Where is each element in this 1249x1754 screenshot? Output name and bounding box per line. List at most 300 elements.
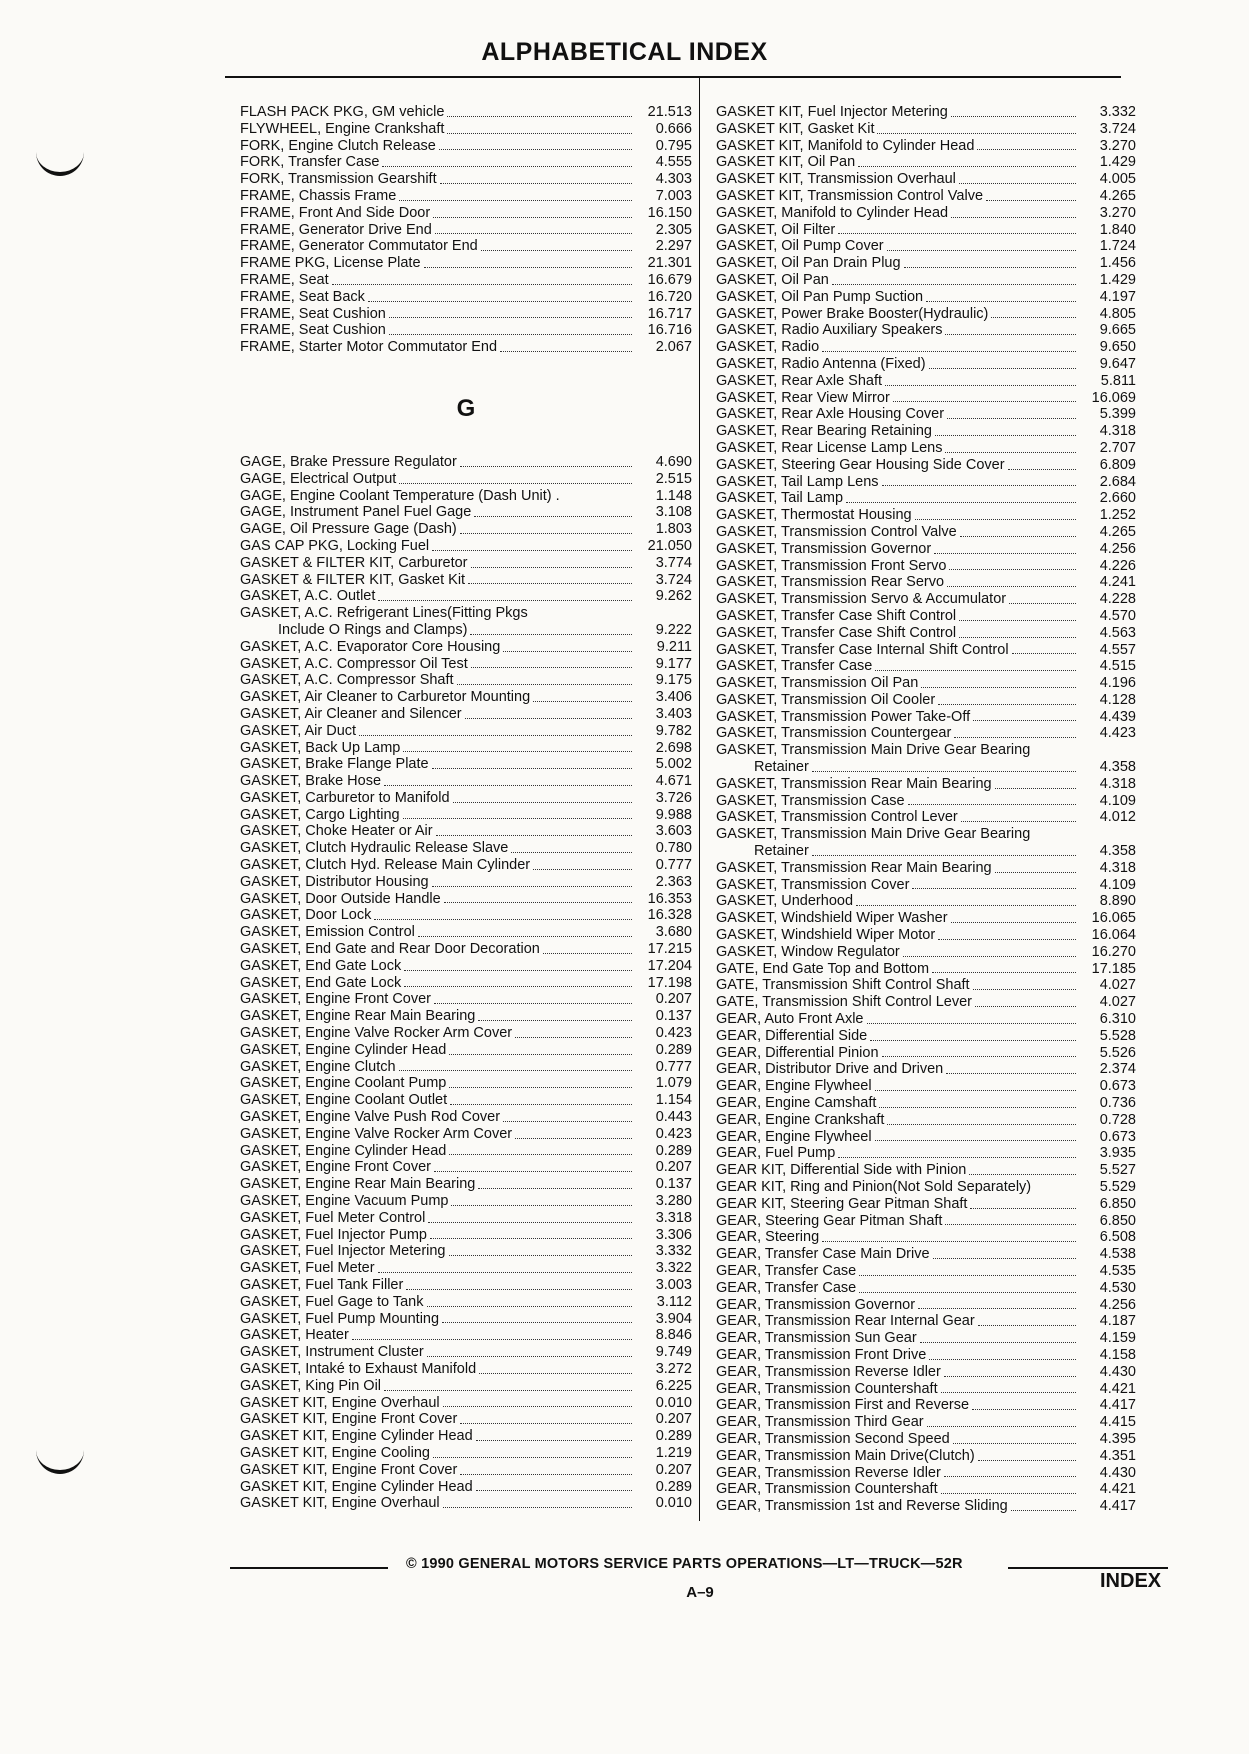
dot-leader	[927, 1425, 1076, 1427]
entry-reference: 3.406	[655, 689, 692, 706]
entry-reference: 4.671	[655, 773, 692, 790]
entry-reference: 0.207	[655, 1159, 692, 1176]
entry-name: GEAR, Transfer Case Main Drive	[716, 1246, 930, 1263]
dot-leader	[428, 1221, 632, 1223]
dot-leader	[951, 115, 1076, 117]
index-entry	[716, 927, 1136, 944]
index-entry	[716, 1431, 1136, 1448]
index-entry	[716, 373, 1136, 390]
dot-leader	[947, 585, 1076, 587]
entry-reference: 4.351	[1099, 1447, 1136, 1464]
entry-reference: 5.527	[1099, 1162, 1136, 1179]
entry-name: FRAME, Seat Cushion	[240, 305, 386, 322]
dot-leader	[427, 1305, 633, 1307]
dot-leader	[451, 1204, 632, 1206]
index-entry	[716, 306, 1136, 323]
entry-name: GASKET, End Gate Lock	[240, 957, 402, 974]
dot-leader	[432, 549, 632, 551]
entry-name: GASKET, Oil Filter	[716, 221, 836, 238]
dot-leader	[887, 1123, 1076, 1125]
dot-leader	[912, 887, 1076, 889]
entry-reference: 16.270	[1091, 943, 1136, 960]
dot-leader	[418, 935, 632, 937]
entry-reference: 0.736	[1099, 1095, 1136, 1112]
entry-name: GEAR, Engine Camshaft	[716, 1095, 877, 1112]
index-entry	[716, 709, 1136, 726]
dot-leader	[476, 1489, 632, 1491]
dot-leader	[812, 854, 1076, 856]
entry-name: GEAR, Transmission Governor	[716, 1296, 916, 1313]
dot-leader	[384, 784, 632, 786]
index-entry	[716, 843, 1136, 860]
entry-name: GASKET, Transmission Case	[716, 792, 905, 809]
section-tag: INDEX	[1100, 1570, 1162, 1592]
index-entry	[240, 790, 692, 807]
index-entry	[240, 1159, 692, 1176]
entry-reference: 1.429	[1099, 154, 1136, 171]
entry-name: GASKET, Engine Cylinder Head	[240, 1041, 447, 1058]
index-entry	[240, 555, 692, 572]
index-entry	[240, 874, 692, 891]
entry-name: GASKET, Cargo Lighting	[240, 806, 400, 823]
entry-name: GASKET, Power Brake Booster(Hydraulic)	[716, 305, 989, 322]
dot-leader	[368, 300, 632, 302]
entry-reference: 3.603	[655, 823, 692, 840]
entry-name: GASKET, Engine Front Cover	[240, 1159, 431, 1176]
dot-leader	[460, 1422, 632, 1424]
index-entry	[716, 877, 1136, 894]
entry-name: GASKET, Transfer Case Internal Shift Control	[716, 641, 1009, 658]
entry-name: GASKET, Engine Coolant Outlet	[240, 1092, 448, 1109]
index-entry	[716, 154, 1136, 171]
entry-reference: 4.690	[655, 453, 692, 470]
index-entry	[240, 941, 692, 958]
entry-reference: 3.318	[655, 1209, 692, 1226]
entry-name: GASKET, Transmission Control Valve	[716, 523, 957, 540]
entry-reference: 6.225	[655, 1377, 692, 1394]
entry-name: GEAR, Transmission Front Drive	[716, 1346, 927, 1363]
dot-leader	[970, 1207, 1076, 1209]
entry-name: GASKET, Thermostat Housing	[716, 507, 912, 524]
footer-copyright: © 1990 GENERAL MOTORS SERVICE PARTS OPERATIONS—LT—TRUCK—52R	[406, 1556, 963, 1572]
index-entry	[716, 1448, 1136, 1465]
dot-leader	[935, 434, 1076, 436]
index-entry	[716, 188, 1136, 205]
index-entry	[240, 222, 692, 239]
entry-name: GEAR, Steering	[716, 1229, 820, 1246]
index-entry	[716, 390, 1136, 407]
index-entry	[716, 826, 1136, 843]
index-entry	[716, 574, 1136, 591]
footer-rule-left	[230, 1567, 388, 1569]
entry-name: FLASH PACK PKG, GM vehicle	[240, 104, 445, 120]
dot-leader	[460, 532, 632, 534]
entry-reference: 4.265	[1099, 187, 1136, 204]
entry-name: GASKET, Door Lock	[240, 907, 372, 924]
dot-leader	[947, 417, 1076, 419]
index-entry	[716, 423, 1136, 440]
index-entry	[240, 1193, 692, 1210]
entry-name: GEAR, Transmission Main Drive(Clutch)	[716, 1447, 975, 1464]
dot-leader	[887, 249, 1076, 251]
dot-leader	[443, 1405, 632, 1407]
entry-name: GASKET, Underhood	[716, 893, 854, 910]
entry-reference: 16.150	[647, 204, 692, 221]
index-entry	[240, 1327, 692, 1344]
entry-reference: 0.207	[655, 1461, 692, 1478]
index-entry	[716, 793, 1136, 810]
entry-name: GASKET, Transmission Rear Main Bearing	[716, 859, 992, 876]
dot-leader	[973, 988, 1076, 990]
index-entry	[716, 406, 1136, 423]
index-entry	[716, 725, 1136, 742]
entry-reference: 17.204	[647, 957, 692, 974]
entry-reference: 4.012	[1099, 809, 1136, 826]
dot-leader	[443, 1506, 632, 1508]
entry-reference: 4.421	[1099, 1481, 1136, 1498]
index-entry	[716, 440, 1136, 457]
entry-name: GASKET, Tail Lamp	[716, 490, 844, 507]
entry-name: GASKET, Radio	[716, 339, 820, 356]
dot-leader	[995, 787, 1076, 789]
entry-reference: 4.318	[1099, 859, 1136, 876]
index-entry	[716, 524, 1136, 541]
entry-name: GASKET KIT, Manifold to Cylinder Head	[716, 137, 975, 154]
entry-reference: 3.270	[1099, 137, 1136, 154]
entry-reference: 8.890	[1099, 893, 1136, 910]
dot-leader	[972, 1408, 1076, 1410]
entry-name: GASKET KIT, Transmission Control Valve	[716, 187, 984, 204]
dot-leader	[403, 750, 632, 752]
entry-name: GASKET, A.C. Outlet	[240, 588, 376, 605]
entry-name: GEAR, Transmission Third Gear	[716, 1414, 924, 1431]
index-entry	[240, 672, 692, 689]
entry-reference: 5.399	[1099, 406, 1136, 423]
entry-reference: 6.850	[1099, 1212, 1136, 1229]
index-entry	[240, 588, 692, 605]
dot-leader	[449, 1053, 632, 1055]
entry-name: GASKET, Engine Vacuum Pump	[240, 1193, 449, 1210]
index-entry	[240, 339, 692, 356]
entry-name: GASKET KIT, Engine Cooling	[240, 1444, 430, 1461]
entry-reference: 4.158	[1099, 1346, 1136, 1363]
index-entry	[716, 759, 1136, 776]
entry-name: GASKET, Transmission Rear Servo	[716, 574, 945, 591]
entry-reference: 4.226	[1099, 557, 1136, 574]
entry-name: FLYWHEEL, Engine Crankshaft	[240, 120, 445, 137]
index-entry	[716, 289, 1136, 306]
dot-leader	[436, 834, 632, 836]
entry-reference: 3.904	[655, 1310, 692, 1327]
entry-name: GASKET, Rear Axle Housing Cover	[716, 406, 945, 423]
entry-reference: 4.159	[1099, 1330, 1136, 1347]
dot-leader	[1012, 652, 1076, 654]
entry-reference: 3.108	[655, 504, 692, 521]
index-entry	[240, 1042, 692, 1059]
index-entry	[240, 1075, 692, 1092]
dot-leader	[879, 1106, 1076, 1108]
dot-leader	[946, 1072, 1076, 1074]
index-entry	[716, 893, 1136, 910]
index-entry	[716, 490, 1136, 507]
entry-reference: 3.403	[655, 705, 692, 722]
entry-reference: 4.430	[1099, 1464, 1136, 1481]
index-entry	[240, 1361, 692, 1378]
index-entry	[716, 1162, 1136, 1179]
entry-name: GASKET, Transmission Front Servo	[716, 557, 947, 574]
index-entry	[240, 171, 692, 188]
dot-leader	[951, 921, 1076, 923]
index-entry	[240, 538, 692, 555]
entry-reference: 3.935	[1099, 1145, 1136, 1162]
dot-leader	[478, 1187, 632, 1189]
entry-name: GAGE, Electrical Output	[240, 470, 397, 487]
entry-name: GASKET, Engine Rear Main Bearing	[240, 1176, 476, 1193]
index-entry	[240, 807, 692, 824]
entry-name: GASKET, Engine Valve Rocker Arm Cover	[240, 1125, 513, 1142]
entry-name: GASKET, Engine Valve Rocker Arm Cover	[240, 1025, 513, 1042]
footer-rule-right	[1008, 1567, 1168, 1569]
index-entry	[716, 658, 1136, 675]
entry-reference: 1.148	[655, 487, 692, 504]
entry-reference: 4.555	[655, 154, 692, 171]
entry-name: GEAR, Transmission First and Reverse	[716, 1397, 970, 1414]
entry-reference: 3.003	[655, 1277, 692, 1293]
entry-name: GASKET, Fuel Pump Mounting	[240, 1310, 440, 1327]
entry-reference: 4.535	[1099, 1262, 1136, 1279]
index-entry	[716, 1078, 1136, 1095]
entry-reference: 3.270	[1099, 204, 1136, 221]
entry-name: GASKET, Air Cleaner to Carburetor Mounting	[240, 689, 531, 706]
dot-leader	[938, 938, 1076, 940]
index-entry	[716, 1297, 1136, 1314]
entry-name: GASKET, Transmission Governor	[716, 540, 932, 557]
entry-reference: 5.811	[1100, 372, 1136, 389]
index-entry	[240, 1243, 692, 1260]
entry-name: GEAR, Engine Flywheel	[716, 1128, 872, 1145]
index-entry	[716, 1179, 1136, 1196]
dot-leader	[471, 566, 632, 568]
entry-name: GASKET, Rear Axle Shaft	[716, 372, 883, 389]
index-entry	[716, 541, 1136, 558]
index-entry	[240, 740, 692, 757]
entry-reference: 0.443	[655, 1109, 692, 1126]
index-entry	[240, 1428, 692, 1445]
dot-leader	[960, 535, 1076, 537]
entry-reference: 4.318	[1099, 423, 1136, 440]
entry-reference: 4.197	[1099, 288, 1136, 305]
entry-reference: 1.724	[1099, 238, 1136, 255]
entry-reference: 9.222	[655, 621, 692, 638]
dot-leader	[977, 148, 1076, 150]
dot-leader	[444, 901, 632, 903]
entry-reference: 1.154	[655, 1092, 692, 1109]
index-entry	[240, 471, 692, 488]
dot-leader	[934, 552, 1076, 554]
index-entry	[240, 706, 692, 723]
entry-reference: 8.846	[655, 1327, 692, 1344]
entry-name: GASKET, Radio Antenna (Fixed)	[716, 355, 926, 372]
entry-name: GAGE, Oil Pressure Gage (Dash)	[240, 521, 457, 538]
entry-name: FRAME, Generator Drive End	[240, 221, 432, 238]
entry-reference: 9.749	[655, 1344, 692, 1361]
entry-name: GASKET, Transmission Main Drive Gear Bearing	[716, 742, 1031, 759]
dot-leader	[432, 885, 632, 887]
dot-leader	[403, 817, 632, 819]
entry-name: GASKET, Transmission Cover	[716, 876, 910, 893]
entry-reference: 0.423	[655, 1025, 692, 1042]
index-entry	[240, 1109, 692, 1126]
dot-leader	[961, 820, 1076, 822]
dot-leader	[389, 333, 632, 335]
index-entry	[716, 1196, 1136, 1213]
dot-leader	[875, 669, 1076, 671]
index-entry	[240, 1277, 692, 1294]
entry-reference: 0.289	[655, 1478, 692, 1495]
entry-reference: 3.272	[655, 1360, 692, 1377]
entry-reference: 3.332	[655, 1243, 692, 1260]
index-entry	[716, 910, 1136, 927]
index-entry	[716, 608, 1136, 625]
entry-name: GASKET, Transfer Case Shift Control	[716, 624, 957, 641]
entry-name: GASKET, Fuel Gage to Tank	[240, 1293, 424, 1310]
index-entry	[716, 171, 1136, 188]
entry-reference: 4.128	[1099, 691, 1136, 708]
index-entry	[716, 457, 1136, 474]
entry-name: GASKET, Oil Pan	[716, 271, 829, 288]
dot-leader	[877, 132, 1076, 134]
entry-reference: 1.429	[1099, 271, 1136, 288]
entry-name: GASKET, Steering Gear Housing Side Cover	[716, 456, 1005, 473]
dot-leader	[434, 1002, 632, 1004]
entry-reference: 4.417	[1099, 1498, 1136, 1515]
entry-reference: 4.395	[1099, 1430, 1136, 1447]
entry-reference: 4.241	[1099, 574, 1136, 591]
index-entry	[240, 1378, 692, 1395]
dot-leader	[427, 1355, 632, 1357]
index-entry	[240, 1260, 692, 1277]
entry-name: GEAR, Transmission Rear Internal Gear	[716, 1313, 975, 1330]
entry-reference: 21.301	[647, 255, 692, 272]
entry-reference: 21.050	[647, 537, 692, 554]
index-entry	[240, 1008, 692, 1025]
entry-name: GEAR, Auto Front Axle	[716, 1011, 864, 1028]
entry-reference: 0.010	[655, 1394, 692, 1411]
dot-leader	[838, 232, 1076, 234]
entry-name: GEAR, Transfer Case	[716, 1279, 857, 1296]
dot-leader	[893, 400, 1076, 402]
entry-reference: 4.563	[1099, 624, 1136, 641]
entry-reference: 9.988	[655, 806, 692, 823]
index-entry	[240, 521, 692, 538]
entry-name: GASKET, Carburetor to Manifold	[240, 789, 450, 806]
dot-leader	[903, 955, 1076, 957]
entry-reference: 16.720	[647, 288, 692, 305]
entry-reference: 1.456	[1099, 255, 1136, 272]
entry-name: FORK, Engine Clutch Release	[240, 137, 436, 154]
entry-name: GASKET, Emission Control	[240, 924, 415, 941]
entry-reference: 4.318	[1099, 775, 1136, 792]
section-gap	[240, 356, 692, 390]
dot-leader	[969, 1173, 1076, 1175]
entry-name: GASKET KIT, Oil Pan	[716, 154, 856, 171]
entry-reference: 6.850	[1099, 1195, 1136, 1212]
entry-name: FRAME, Front And Side Door	[240, 204, 431, 221]
entry-name: GEAR, Steering Gear Pitman Shaft	[716, 1212, 943, 1229]
dot-leader	[882, 1055, 1076, 1057]
dot-leader	[856, 904, 1076, 906]
entry-reference: 2.698	[655, 739, 692, 756]
entry-reference: 4.027	[1099, 977, 1136, 994]
index-entry	[240, 1395, 692, 1412]
index-entry	[240, 238, 692, 255]
entry-name: Retainer	[754, 759, 809, 776]
dot-leader	[440, 182, 632, 184]
dot-leader	[476, 1439, 632, 1441]
dot-leader	[457, 683, 632, 685]
entry-name: GASKET KIT, Transmission Overhaul	[716, 171, 956, 188]
entry-name: GAGE, Engine Coolant Temperature (Dash Unit) .	[240, 487, 560, 504]
entry-reference: 2.684	[1099, 473, 1136, 490]
entry-reference: 3.306	[655, 1226, 692, 1243]
index-entry	[240, 656, 692, 673]
index-entry	[240, 138, 692, 155]
dot-leader	[471, 666, 632, 668]
section-letter: G	[456, 394, 476, 422]
entry-reference: 4.805	[1099, 305, 1136, 322]
entry-name: GASKET KIT, Engine Front Cover	[240, 1411, 458, 1428]
dot-leader	[481, 249, 632, 251]
dot-leader	[822, 1240, 1076, 1242]
dot-leader	[503, 650, 632, 652]
dot-leader	[945, 451, 1076, 453]
entry-reference: 3.280	[655, 1193, 692, 1210]
index-entry	[716, 1465, 1136, 1482]
dot-leader	[511, 851, 632, 853]
index-entry	[716, 1397, 1136, 1414]
index-entry	[716, 1263, 1136, 1280]
entry-name: GASKET, Engine Valve Push Rod Cover	[240, 1109, 501, 1126]
dot-leader	[870, 1039, 1076, 1041]
index-entry	[240, 907, 692, 924]
entry-reference: 4.256	[1099, 1296, 1136, 1313]
dot-leader	[450, 1103, 632, 1105]
index-entry	[240, 255, 692, 272]
dot-leader	[953, 1442, 1076, 1444]
dot-leader	[915, 518, 1076, 520]
index-entry	[716, 1498, 1136, 1515]
entry-reference: 5.528	[1099, 1027, 1136, 1044]
entry-name: GASKET, Oil Pump Cover	[716, 238, 884, 255]
entry-name: GASKET, Transfer Case Shift Control	[716, 607, 957, 624]
dot-leader	[359, 734, 632, 736]
entry-name: GEAR KIT, Steering Gear Pitman Shaft	[716, 1195, 968, 1212]
dot-leader	[875, 1139, 1076, 1141]
entry-reference: 0.728	[1099, 1111, 1136, 1128]
entry-name: GASKET, Radio Auxiliary Speakers	[716, 322, 943, 339]
entry-name: GATE, End Gate Top and Bottom	[716, 960, 930, 977]
dot-leader	[430, 1237, 632, 1239]
dot-leader	[838, 1156, 1076, 1158]
dot-leader	[447, 115, 632, 117]
index-entry	[716, 1246, 1136, 1263]
entry-reference: 2.515	[655, 470, 692, 487]
dot-leader	[468, 582, 632, 584]
entry-reference: 9.211	[656, 638, 692, 655]
index-entry	[240, 1411, 692, 1428]
entry-reference: 4.303	[655, 171, 692, 188]
index-entry	[716, 238, 1136, 255]
